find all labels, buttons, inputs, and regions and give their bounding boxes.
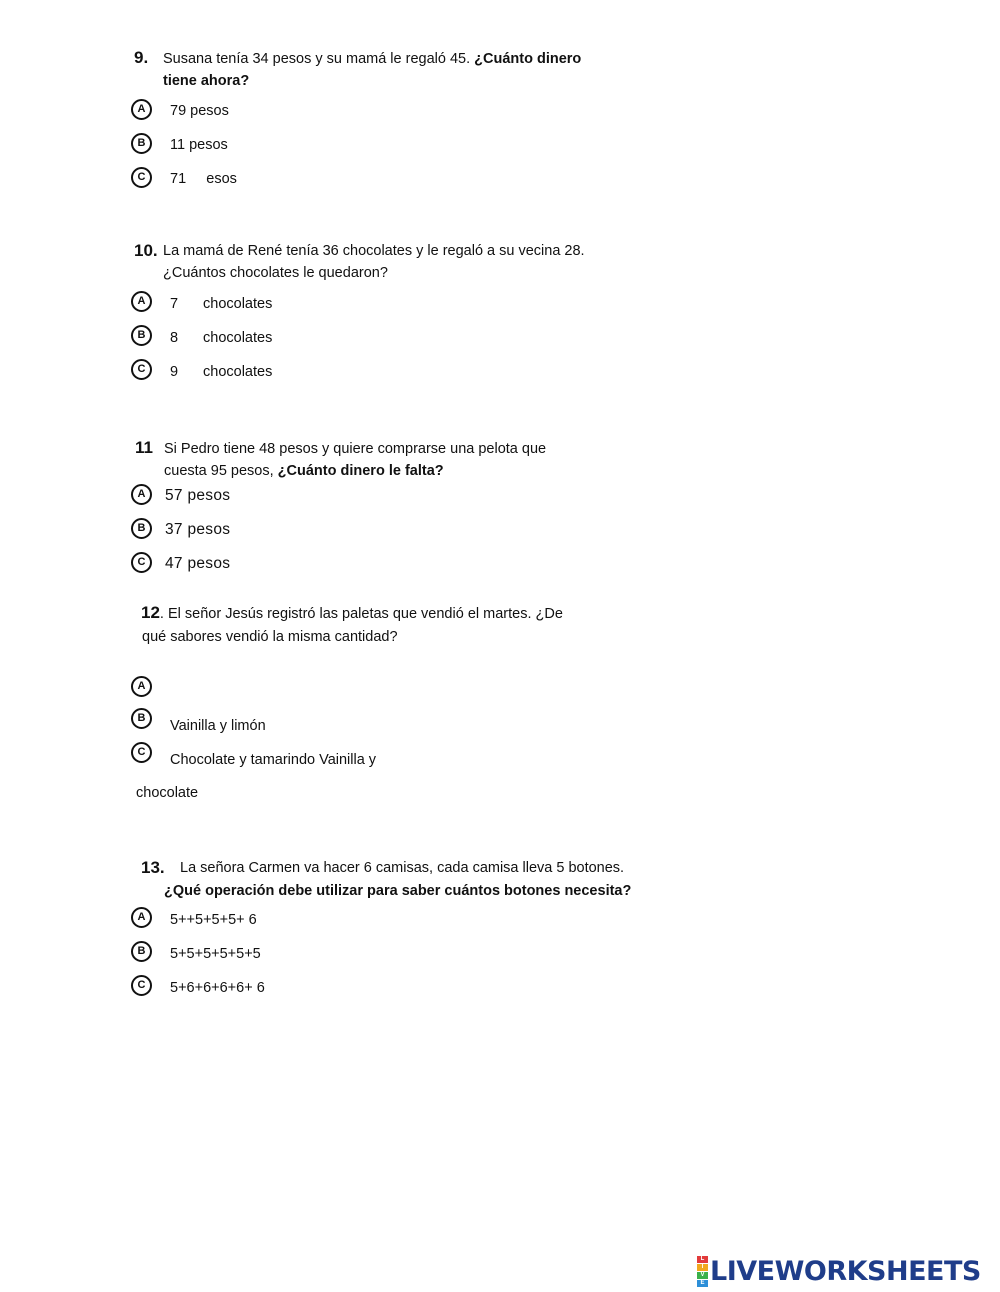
question-10-option-b-text: chocolates [203, 330, 273, 346]
logo-block-i: I [697, 1264, 708, 1271]
question-13-option-a-radio[interactable]: A [131, 907, 152, 928]
question-9-number: 9. [134, 48, 149, 67]
question-11-line1: Si Pedro tiene 48 pesos y quiere comprarse una pelota que [164, 441, 547, 457]
logo-blocks-icon [697, 1256, 708, 1287]
question-12-option-b-text: Vainilla y limón [170, 718, 266, 734]
question-12-line1-text: . El señor Jesús registró las paletas que vendió el martes. ¿De [159, 606, 563, 622]
logo-block-v: V [697, 1272, 708, 1279]
question-11-option-b-radio[interactable]: B [131, 518, 152, 539]
question-11-number: 11 [135, 438, 153, 457]
question-12-line1 [141, 603, 563, 623]
question-11-option-a-text: 57 pesos [165, 487, 231, 504]
question-9-option-c-radio[interactable]: C [131, 167, 152, 188]
question-10-line2: ¿Cuántos chocolates le quedaron? [163, 265, 388, 281]
question-13-option-c-radio[interactable]: C [131, 975, 152, 996]
question-10-option-c-radio[interactable]: C [131, 359, 152, 380]
question-13-line1: La señora Carmen va hacer 6 camisas, cada camisa lleva 5 botones. [180, 860, 625, 876]
question-12-option-a-radio[interactable]: A [131, 676, 152, 697]
question-10-option-c-text: chocolates [203, 364, 273, 380]
question-10-number: 10. [134, 241, 158, 260]
question-9-option-a-text: 79 pesos [170, 103, 229, 119]
question-13-number: 13. [141, 858, 165, 877]
question-12-line2: qué sabores vendió la misma cantidad? [142, 629, 398, 645]
question-13-line2: ¿Qué operación debe utilizar para saber cuántos botones necesita? [164, 883, 632, 899]
question-9-option-c-text: 71 esos [170, 171, 237, 187]
question-13-option-a-text: 5++5+5+5+ 6 [170, 912, 257, 928]
logo-block-e: E [697, 1280, 708, 1287]
question-9-line1: Susana tenía 34 pesos y su mamá le regaló 45. [163, 51, 471, 67]
question-13-option-b-text: 5+5+5+5+5+5 [170, 946, 261, 962]
question-10-option-b-radio[interactable]: B [131, 325, 152, 346]
logo-block-l: L [697, 1256, 708, 1263]
logo-text: LIVEWORKSHEETS [710, 1255, 981, 1287]
question-11-option-b-text: 37 pesos [165, 521, 231, 538]
question-12-overflow-text: chocolate [136, 785, 199, 801]
question-10-option-c-value: 9 [170, 364, 179, 380]
question-9-line1-bold: ¿Cuánto dinero [474, 51, 582, 67]
question-10-option-b-value: 8 [170, 330, 179, 346]
question-10-option-a-value: 7 [170, 296, 179, 312]
question-12-option-c-text: Chocolate y tamarindo Vainilla y [170, 752, 377, 768]
question-9-option-a-radio[interactable]: A [131, 99, 152, 120]
question-12-number: 12 [141, 603, 160, 622]
question-11-option-c-text: 47 pesos [165, 555, 231, 572]
question-13-option-b-radio[interactable]: B [131, 941, 152, 962]
question-11-line2-text: cuesta 95 pesos, [164, 463, 274, 479]
question-12-option-c-radio[interactable]: C [131, 742, 152, 763]
question-13-option-c-text: 5+6+6+6+6+ 6 [170, 980, 265, 996]
question-10-line1: La mamá de René tenía 36 chocolates y le regaló a su vecina 28. [163, 243, 585, 259]
question-9-text [163, 51, 581, 67]
question-11-option-a-radio[interactable]: A [131, 484, 152, 505]
question-10-option-a-radio[interactable]: A [131, 291, 152, 312]
question-11-line2 [164, 463, 444, 479]
question-11-line2-bold: ¿Cuánto dinero le falta? [277, 463, 444, 479]
question-9-option-b-text: 11 pesos [170, 137, 228, 153]
question-9-line2: tiene ahora? [163, 73, 250, 89]
liveworksheets-logo [697, 1254, 981, 1288]
question-11-option-c-radio[interactable]: C [131, 552, 152, 573]
question-12-option-b-radio[interactable]: B [131, 708, 152, 729]
question-10-option-a-text: chocolates [203, 296, 273, 312]
question-9-option-b-radio[interactable]: B [131, 133, 152, 154]
